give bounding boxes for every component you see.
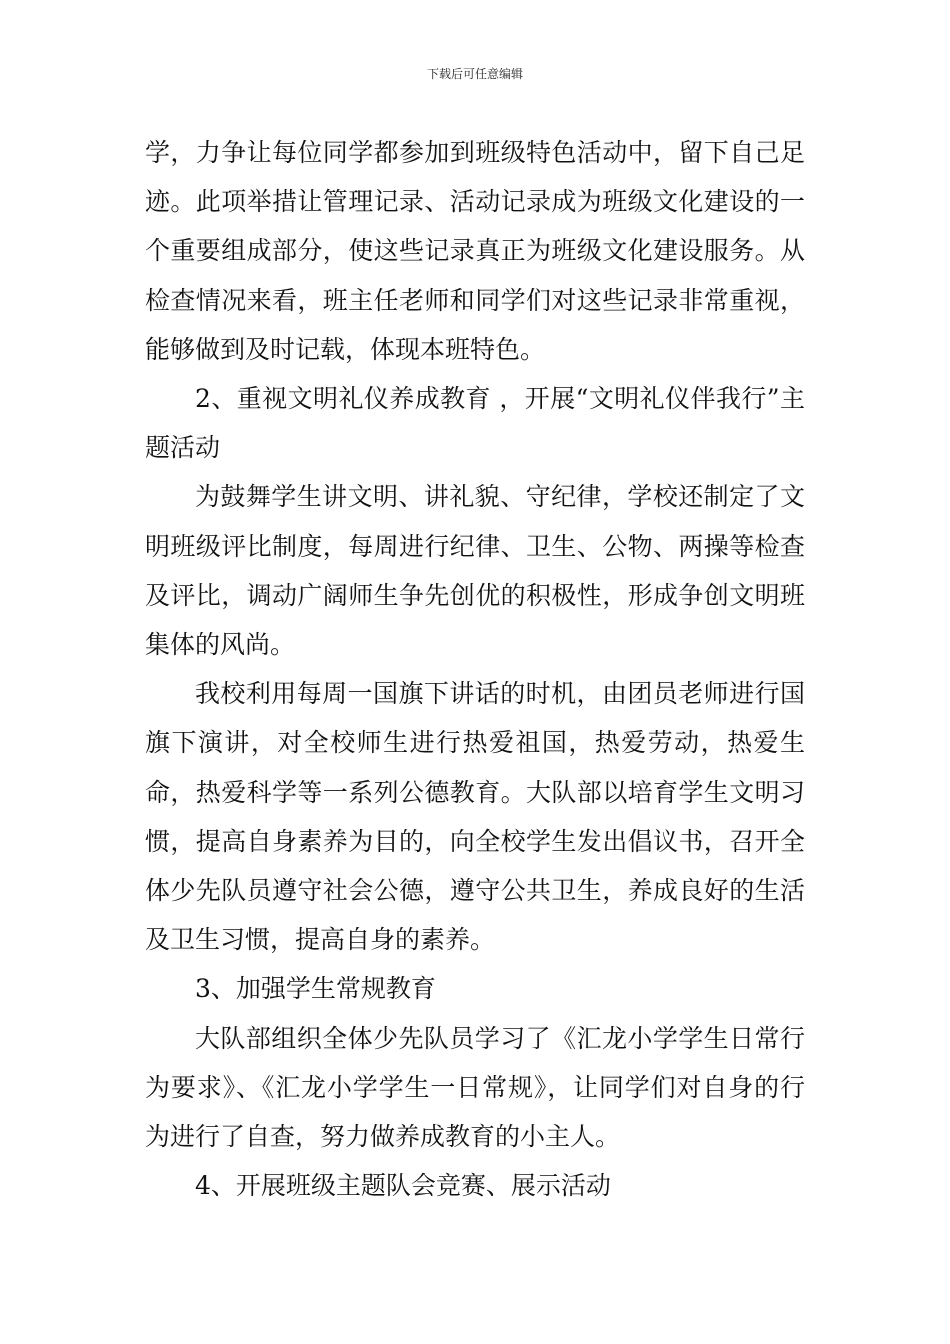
paragraph-civility-evaluation: 为鼓舞学生讲文明、讲礼貌、守纪律，学校还制定了文明班级评比制度，每周进行纪律、卫生、公物、两操等检查及评比，调动广阔师生争先创优的积极性，形成争创文明班集体的风尚。 <box>145 482 805 660</box>
document-body <box>145 128 805 1210</box>
header-note: 下载后可任意编辑 <box>426 67 523 81</box>
section-heading-4: 4、开展班级主题队会竞赛、展示活动 <box>195 1171 611 1201</box>
section-heading-2: 2、重视文明礼仪养成教育 ，开展“文明礼仪伴我行”主题活动 <box>145 384 805 463</box>
paragraph-flag-speech: 我校利用每周一国旗下讲话的时机，由团员老师进行国旗下演讲，对全校师生进行热爱祖国，热爱劳动，热爱生命，热爱科学等一系列公德教育。大队部以培育学生文明习惯，提高自身素养为目的，向全校学生发出倡议书，召开全体少先队员遵守社会公德，遵守公共卫生，养成良好的生活及卫生习惯，提高自身的素养。 <box>145 679 805 955</box>
section-heading-3: 3、加强学生常规教育 <box>195 974 436 1004</box>
paragraph-routine-education: 大队部组织全体少先队员学习了《汇龙小学学生日常行为要求》、《汇龙小学学生一日常规》，让同学们对自身的行为进行了自查，努力做养成教育的小主人。 <box>145 1023 805 1152</box>
paragraph-continuation: 学，力争让每位同学都参加到班级特色活动中，留下自己足迹。此项举措让管理记录、活动记录成为班级文化建设的一个重要组成部分，使这些记录真正为班级文化建设服务。从检查情况来看，班主任老师和同学们对这些记录非常重视，能够做到及时记载，体现本班特色。 <box>145 138 805 364</box>
